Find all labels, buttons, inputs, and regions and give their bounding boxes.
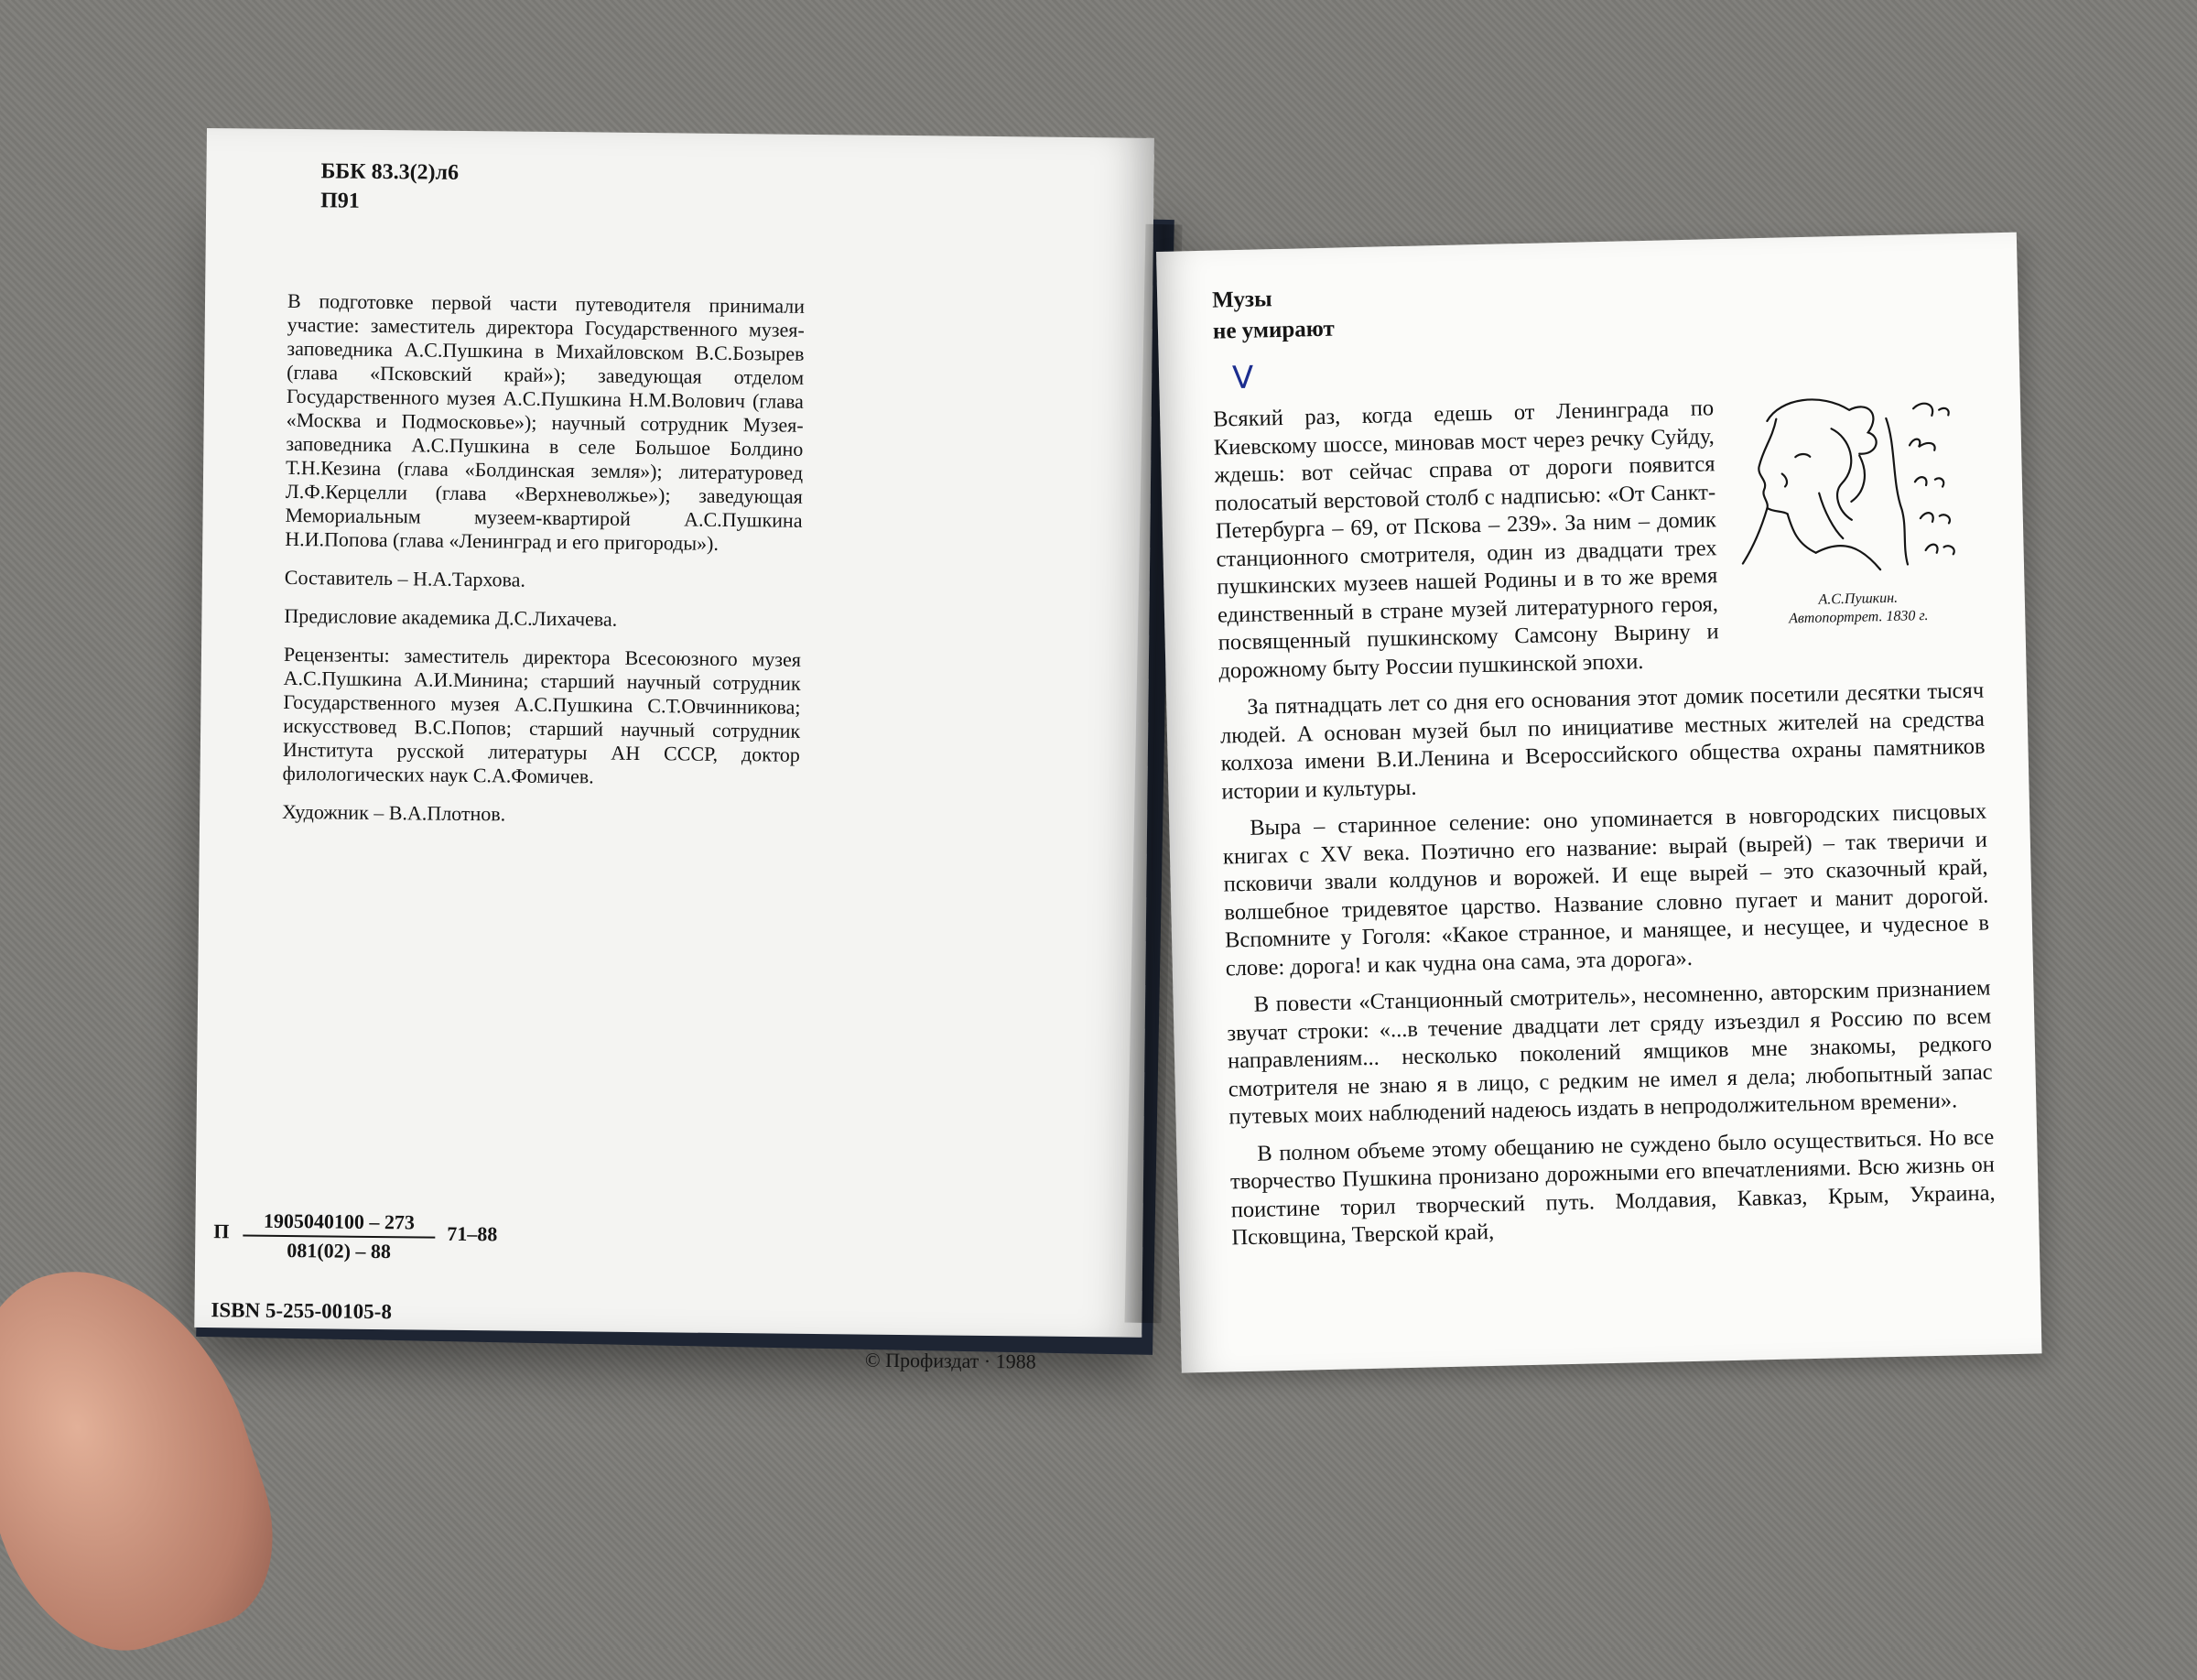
chapter-title-line1: Музы	[1211, 287, 1272, 313]
body-paragraph: За пятнадцать лет со дня его основания этот домик посетили десятки тысяч людей. А основан музей был по инициативе местных жителей на средства колхоза имени В.И.Ленина и Всероссийского общества охраны памятников истории и культуры.	[1219, 677, 1986, 805]
body-paragraph: В повести «Станционный смотритель», несомненно, авторским признанием звучат строки: «...в течение двадцати лет сряду изъездил я Россию по всем направлениям... несколько поколений ямщиков мне знакомы, редкого смотрителя не знаю я в лицо, с редким не имел я дела; любопытный запас путевых моих наблюдений надеюсь издать в непродолжительном времени».	[1227, 975, 1993, 1130]
code-letter: П	[213, 1219, 230, 1243]
chapter-body	[1213, 389, 1997, 1262]
compiler-line: Составитель – Н.А.Тархова.	[284, 565, 526, 591]
pen-check-mark: V	[1231, 359, 1254, 397]
contributors-paragraph: В подготовке первой части путеводителя принимали участие: заместитель директора Государственного музея-заповедника А.С.Пушкина в Михайловском В.С.Бозырев (глава «Псковский край»); заведующая отделом Государственного музея А.С.Пушкина Н.М.Волович (глава «Москва и Подмосковье»); научный сотрудник Музея-заповедника А.С.Пушкина в селе Большое Болдино Т.Н.Кезина (глава «Болдинская земля»); литературовед Л.Ф.Керцелли (глава «Верхневолжье»); заведующая Мемориальным музеем-квартирой А.С.Пушкина Н.И.Попова (глава «Ленинград и его пригороды»).	[285, 288, 806, 555]
portrait-caption	[1735, 587, 1983, 629]
body-paragraph: Выра – старинное селение: оно упоминается в новгородских писцовых книгах с XV века. Поэтично его название: вырай (вырей) – так тверичи и псковичи звали колдунов и ворожей. И еще вырей – это сказочный край, волшебное тридевятое царство. Название словно пугает и манит дорогой. Вспомните у Гоголя: «Какое странное, и манящее, и несущее, и чудесное в слове: дорога! и как чудна она сама, эта дорога».	[1222, 798, 1990, 981]
bbk-index: ББК 83.3(2)л6	[320, 159, 460, 185]
code-tail: 71–88	[447, 1221, 498, 1246]
portrait-caption-name: А.С.Пушкин.	[1818, 590, 1899, 608]
isbn: ISBN 5-255-00105-8	[211, 1298, 393, 1324]
portrait-drawing-icon	[1730, 389, 1981, 578]
left-page	[194, 128, 1154, 1373]
body-paragraph: В полном объеме этому обещанию не суждено было осуществиться. Но все творчество Пушкина пронизано дорожными его впечатлениями. Всю жизнь он поистине торил творческий путь. Молдавия, Кавказ, Крым, Украина, Псковщина, Тверской край,	[1229, 1123, 1996, 1251]
chapter-title-line2: не умирают	[1212, 316, 1336, 344]
chapter-title	[1212, 283, 1335, 348]
code-denominator: 081(02) – 88	[287, 1238, 392, 1263]
self-portrait-sketch	[1730, 389, 1982, 626]
reviewers-paragraph: Рецензенты: заместитель директора Всесоюзного музея А.С.Пушкина А.И.Минина; старший научный сотрудник Государственного музея А.С.Пушкина С.Т.Овчинникова; искусствовед В.С.Попов; старший научный сотрудник Института русской литературы АН СССР, доктор филологических наук С.А.Фомичев.	[282, 642, 802, 788]
artist-line: Художник – В.А.Плотнов.	[282, 799, 506, 826]
code-fraction	[243, 1209, 436, 1263]
portrait-caption-title: Автопортрет. 1830 г.	[1788, 607, 1929, 626]
copyright: © Профиздат · 1988	[864, 1348, 1036, 1373]
preface-line: Предисловие академика Д.С.Лихачева.	[284, 603, 618, 631]
code-numerator: 1905040100 – 273	[243, 1209, 435, 1238]
body-paragraph: Всякий раз, когда едешь от Ленинграда по Киевскому шоссе, миновав мост через речку Суйду, ждешь: вот сейчас справа от дороги появится полосатый верстовой столб с надписью: «От Санкт-Петербурга – 69, от Пскова – 239». За ним – домик станционного смотрителя, один из двадцати трех пушкинских музеев нашей Родины и в то же время единственный в стране музей литературного героя, посвященный пушкинскому Самсону Вырину и дорожному быту России пушкинской эпохи.	[1212, 396, 1719, 684]
bbk-code: П91	[320, 189, 360, 213]
bbk-block	[320, 157, 459, 217]
credits-block	[282, 289, 805, 844]
right-page	[1156, 233, 2042, 1373]
